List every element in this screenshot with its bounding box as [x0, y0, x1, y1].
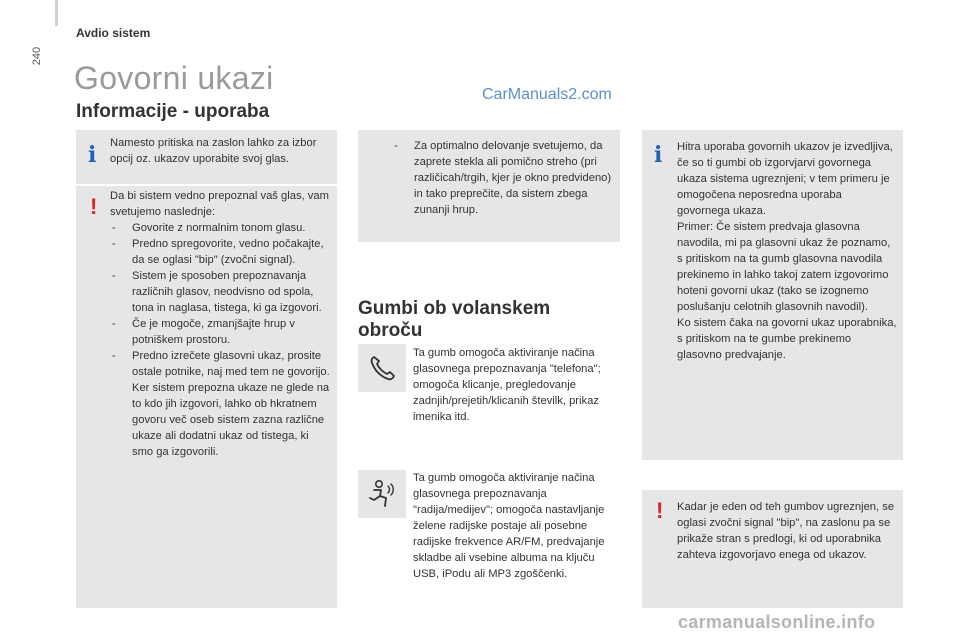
voice-button-description: Ta gumb omogoča aktiviranje načina glasovnega prepoznavanja "radija/medijev"; omogoča nastavljanje želene radijske postaje ali posebne radijske frekvence AR/FM, predvajanje skladbe ali vsebine albuma na ključu USB, iPodu ali MP3 zgoščenki.	[413, 472, 605, 580]
warning-box-left	[76, 186, 337, 608]
warning-icon: !	[656, 498, 664, 523]
page-title: Govorni ukazi	[74, 60, 274, 96]
info-text-left: Namesto pritiska na zaslon lahko za izbor opcij oz. ukazov uporabite svoj glas.	[110, 137, 317, 165]
warning-box-right	[642, 490, 903, 608]
info-icon: i	[654, 142, 663, 168]
middle-item: - Za optimalno delovanje svetujemo, da zaprete stekla ali pomično streho (pri različicah/trgih, kjer je okno predvideno) in tako preprečite, da sistem zbega zunanji hrup.	[392, 138, 614, 218]
phone-button-description: Ta gumb omogoča aktiviranje načina glasovnega prepoznavanja "telefona"; omogoča klicanje, pregledovanje zadnjih/prejetih/klicanih številk, prikaz imenika itd.	[413, 347, 601, 423]
section-title: Gumbi ob volanskem obroču	[358, 298, 551, 341]
info-text-right: Hitra uporaba govornih ukazov je izvedljiva, če so ti gumbi ob izgorvjarvi govornega ukaza sistema ugreznjeni; v tem primeru je omogočena neposredna uporaba govornega ukaza. Primer: Če sistem predvaja glasovna navodila, mi pa glasovni ukaz že poznamo, s pritiskom na ta gumb glasovna navodila prekinemo in lahko takoj zatem izgovorimo hoteni govorni ukaz (tako se izognemo poslušanju celotnih glasovnih navodil). Ko sistem čaka na govorni ukaz uporabnika, s pritiskom na te gumbe prekinemo glasovno predvajanje.	[677, 141, 897, 361]
warning-item: - Sistem je sposoben prepoznavanja različnih glasov, neodvisno od spola, tona in naglasa, tistega, ki ga izgovori.	[110, 268, 330, 316]
warning-item: - Predno spregovorite, vedno počakajte, da se oglasi "bip" (zvočni signal).	[110, 236, 330, 268]
warning-list	[110, 220, 330, 460]
middle-box	[358, 130, 620, 242]
voice-button-illustration	[358, 470, 406, 518]
info-box-left	[76, 130, 337, 184]
section-header: Avdio sistem	[76, 26, 151, 40]
page-number: 240	[31, 46, 43, 66]
info-icon: i	[88, 142, 97, 168]
middle-list	[392, 138, 614, 218]
warning-item: - Če je mogoče, zmanjšajte hrup v potniškem prostoru.	[110, 316, 330, 348]
footer-watermark: carmanualsonline.info	[678, 612, 876, 632]
margin-rule	[55, 0, 58, 26]
watermark: CarManuals2.com	[482, 86, 612, 103]
phone-icon	[367, 353, 397, 383]
warning-text-right: Kadar je eden od teh gumbov ugreznjen, se oglasi zvočni signal "bip", na zaslonu pa se prikaže stran s predlogi, ki od uporabnika zahteva izgovorjavo enega od ukazov.	[677, 501, 895, 561]
page-subtitle: Informacije - uporaba	[76, 101, 270, 122]
warning-item: - Govorite z normalnim tonom glasu.	[110, 220, 330, 236]
warning-item: - Predno izrečete glasovni ukaz, prosite ostale potnike, naj med tem ne govorijo. Ker sistem prepozna ukaze ne glede na to kdo jih izgovori, lahko ob hkratnem govoru več oseb sistem zazna različne ukaze ali dodatni ukaz od tistega, ki smo ga izgovorili.	[110, 348, 330, 460]
voice-command-icon	[366, 478, 398, 510]
warning-intro: Da bi sistem vedno prepoznal vaš glas, vam svetujemo naslednje:	[110, 190, 329, 218]
phone-button-illustration	[358, 344, 406, 392]
info-box-right	[642, 130, 903, 460]
warning-icon: !	[90, 194, 98, 219]
